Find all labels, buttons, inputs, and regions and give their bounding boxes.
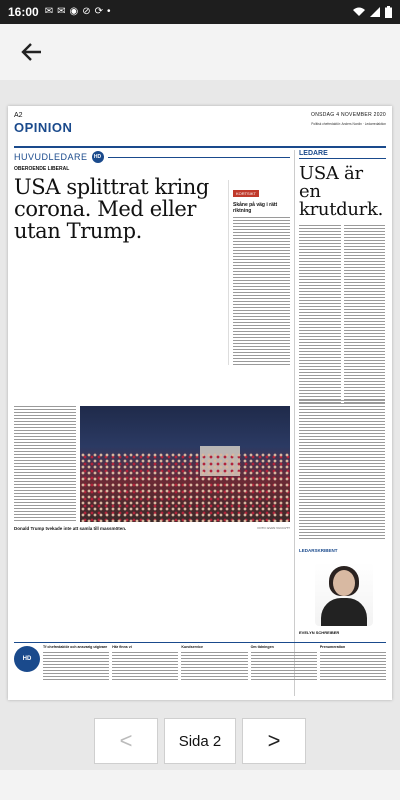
email-icon: ✉ [57, 6, 66, 17]
notification-icons [45, 6, 111, 18]
portrait-face [333, 570, 355, 596]
side-tag: KORTSIKT [233, 190, 259, 197]
system-navigation-bar [0, 770, 400, 800]
footer-column [251, 646, 317, 694]
next-page-button[interactable] [242, 718, 306, 764]
footer-text [251, 652, 317, 682]
app-bar [0, 24, 400, 80]
footer-column [181, 646, 247, 694]
signal-icon [370, 7, 380, 17]
back-button[interactable] [14, 34, 50, 70]
photo-crowd [80, 452, 290, 522]
previous-page-button[interactable] [94, 718, 158, 764]
writer-label: LEDARSKRIBENT [299, 548, 338, 553]
article-body-left [14, 406, 76, 522]
location-icon: ◉ [69, 6, 79, 17]
page-indicator: Sida 2 [164, 718, 236, 764]
page-header [14, 110, 386, 144]
right-editorial [294, 150, 386, 696]
system-icons [353, 6, 392, 18]
right-body [299, 225, 385, 405]
footer-title: Här finns vi [112, 645, 132, 649]
text-column [344, 225, 386, 405]
writer-portrait [315, 562, 373, 626]
footer-title: Om tidningen [250, 645, 274, 649]
photo-credit: FOTO: EVAN VUCCI/TT [257, 526, 290, 530]
right-headline: USA är en krutdurk. [299, 163, 383, 220]
writer-name: EVELYN SCHREIBER [299, 630, 340, 635]
footer-column [43, 646, 109, 694]
right-body-lower [299, 400, 385, 540]
article-body-upper [14, 262, 226, 412]
footer-text [112, 652, 178, 682]
dot-icon: • [107, 6, 111, 17]
side-title: Skåne på väg i rätt riktning [233, 202, 278, 214]
hd-logo-icon: HD [92, 151, 104, 163]
sync-icon: ⟳ [94, 6, 103, 17]
page-number: A2 [14, 112, 23, 119]
side-body-text [233, 217, 290, 367]
article-subtag: OBEROENDE LIBERAL [14, 166, 70, 172]
portrait-body [321, 598, 367, 626]
section-title: OPINION [14, 120, 73, 135]
rally-photo [80, 406, 290, 522]
email-icon: ✉ [44, 6, 54, 17]
arrow-left-icon [21, 41, 43, 63]
footer-title: Kundservice [181, 645, 203, 649]
issue-date: ONSDAG 4 NOVEMBER 2020 [311, 112, 386, 118]
newspaper-page[interactable] [8, 106, 392, 700]
hd-logo-icon: HD [14, 646, 40, 672]
editors-line: Politisk chefredaktör: Anders Nordin · Ledarredaktion [311, 122, 386, 126]
footer-title: Prenumeration [319, 645, 346, 649]
page-viewer[interactable] [0, 80, 400, 712]
page-footer [14, 642, 386, 694]
text-column [299, 225, 341, 405]
footer-text [181, 652, 247, 682]
wifi-icon [353, 7, 365, 17]
chevron-left-icon: < [119, 728, 133, 753]
footer-column [320, 646, 386, 694]
main-article [14, 150, 290, 696]
clock: 16:00 [8, 5, 39, 19]
article-headline: USA splittrat kring corona. Med eller utan Trump. [14, 175, 209, 243]
footer-column [112, 646, 178, 694]
photo-caption: Donald Trump tvekade inte att samla till massmöten. [14, 526, 127, 531]
chevron-right-icon: > [267, 728, 281, 753]
side-column [228, 180, 290, 365]
right-section-title: LEDARE [299, 150, 386, 159]
section-rule [14, 146, 386, 148]
do-not-disturb-icon: ⊘ [82, 6, 91, 17]
tag-rule [108, 157, 290, 158]
article-tag-bar [14, 150, 290, 164]
footer-text [43, 652, 109, 682]
article-tag: HUVUDLEDARE [14, 152, 88, 162]
footer-title: Tf chefredaktör och ansvarig utgivare [43, 645, 108, 649]
page-navigation [0, 712, 400, 770]
status-bar [0, 0, 400, 24]
battery-icon [385, 6, 392, 18]
footer-text [320, 652, 386, 682]
